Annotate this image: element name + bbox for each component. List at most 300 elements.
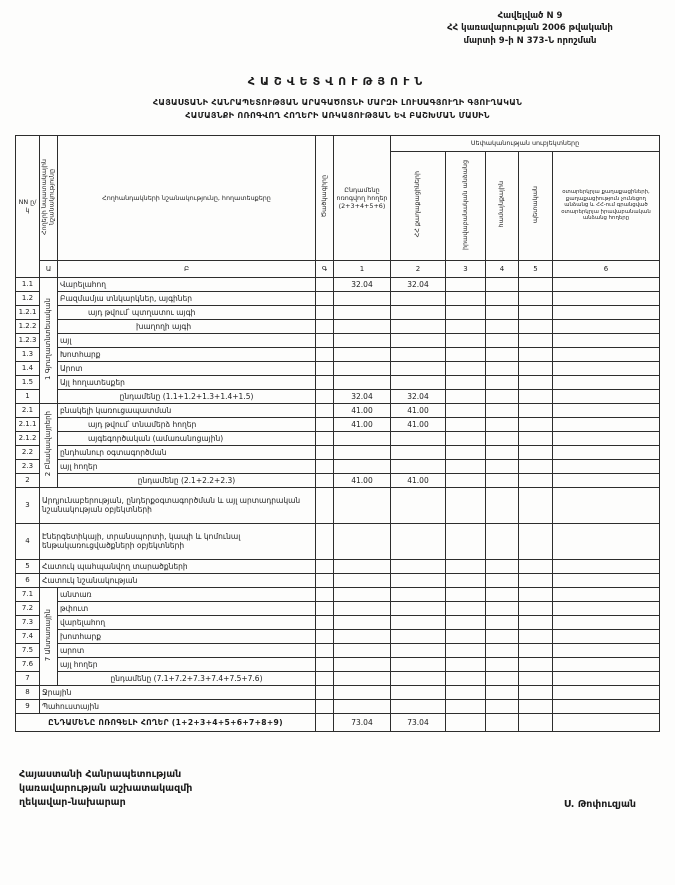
value-cell	[519, 657, 553, 671]
value-cell: 41.00	[391, 417, 446, 431]
value-cell	[446, 559, 486, 573]
value-cell	[553, 657, 660, 671]
col-header-landtype: Հողհանդակների նշանակությունը, հողատեսքերը	[58, 135, 316, 260]
row-label: խոտհարք	[58, 629, 316, 643]
report-subtitle-line1: ՀԱՅԱՍՏԱՆԻ ՀԱՆՐԱՊԵՏՈՒԹՅԱՆ ԱՐԱԳԱԾՈՏՆԻ ՄԱՐԶԻ ԼՈՒՍԱԳՅՈՒՂԻ ԳՅՈՒՂԱԿԱՆ	[152, 97, 523, 107]
value-cell	[553, 487, 660, 523]
code-cell	[316, 431, 334, 445]
value-cell	[334, 333, 391, 347]
table-row	[16, 361, 660, 375]
row-label: Արոտ	[58, 361, 316, 375]
value-cell	[334, 671, 391, 685]
value-cell	[553, 403, 660, 417]
row-number: 8	[16, 685, 40, 699]
value-cell	[334, 685, 391, 699]
value-cell	[519, 277, 553, 291]
value-cell	[446, 587, 486, 601]
land-category-text: 2 Բնակավայրերի	[44, 411, 53, 477]
irrigated-lands-table	[15, 135, 660, 732]
value-cell	[519, 319, 553, 333]
report-table-body	[16, 277, 660, 731]
value-cell	[391, 375, 446, 389]
value-cell	[446, 459, 486, 473]
value-cell	[446, 629, 486, 643]
col-header-state	[519, 151, 553, 260]
row-label: Արդյունաբերության, ընդերքօգտագործման և այլ արտադրական նշանակության օբյեկտների	[40, 487, 316, 523]
value-cell	[519, 671, 553, 685]
value-cell	[519, 587, 553, 601]
value-cell	[486, 375, 519, 389]
signatory-line: Հայաստանի Հանրապետության	[19, 768, 182, 780]
row-number: 7.6	[16, 657, 40, 671]
code-cell	[316, 291, 334, 305]
table-row	[16, 573, 660, 587]
value-cell	[553, 417, 660, 431]
table-row	[16, 699, 660, 713]
value-cell	[391, 291, 446, 305]
value-cell	[486, 347, 519, 361]
value-cell	[486, 685, 519, 699]
code-cell	[316, 573, 334, 587]
value-cell	[391, 523, 446, 559]
value-cell	[486, 473, 519, 487]
value-cell	[486, 333, 519, 347]
row-label: Պահուստային	[40, 699, 316, 713]
value-cell	[446, 601, 486, 615]
row-number: 1	[16, 389, 40, 403]
value-cell	[334, 523, 391, 559]
value-cell	[334, 319, 391, 333]
subtotal-row	[16, 389, 660, 403]
table-row	[16, 347, 660, 361]
value-cell	[553, 319, 660, 333]
value-cell: 41.00	[391, 473, 446, 487]
value-cell	[486, 615, 519, 629]
value-cell	[553, 389, 660, 403]
value-cell	[334, 305, 391, 319]
value-cell	[391, 431, 446, 445]
value-cell	[553, 305, 660, 319]
value-cell	[486, 445, 519, 459]
value-cell	[334, 559, 391, 573]
value-cell	[519, 389, 553, 403]
value-cell	[553, 601, 660, 615]
col-index: Ա	[40, 260, 58, 277]
table-row	[16, 643, 660, 657]
code-cell	[316, 361, 334, 375]
row-label: ընդհանուր օգտագործման	[58, 445, 316, 459]
value-cell	[334, 459, 391, 473]
code-cell	[316, 473, 334, 487]
value-cell	[553, 375, 660, 389]
value-cell	[334, 487, 391, 523]
value-cell	[391, 573, 446, 587]
value-cell	[519, 629, 553, 643]
value-cell	[486, 671, 519, 685]
value-cell	[553, 559, 660, 573]
col-header-legal-entities-label: իրավաբանական անձանց	[460, 159, 469, 250]
code-cell	[316, 277, 334, 291]
value-cell	[486, 713, 519, 731]
value-cell	[391, 587, 446, 601]
value-cell	[334, 699, 391, 713]
value-cell	[553, 523, 660, 559]
value-cell	[486, 601, 519, 615]
value-cell	[391, 615, 446, 629]
row-label: Այլ հողատեսքեր	[58, 375, 316, 389]
table-row	[16, 431, 660, 445]
row-number: 7.4	[16, 629, 40, 643]
row-number: 1.1	[16, 277, 40, 291]
value-cell	[519, 333, 553, 347]
row-number: 7.1	[16, 587, 40, 601]
value-cell	[486, 361, 519, 375]
value-cell	[553, 291, 660, 305]
value-cell	[334, 445, 391, 459]
value-cell	[391, 319, 446, 333]
value-cell	[519, 291, 553, 305]
value-cell	[446, 389, 486, 403]
value-cell	[519, 559, 553, 573]
row-number: 7.3	[16, 615, 40, 629]
value-cell	[519, 375, 553, 389]
land-category-text: 7 Անտառային	[44, 608, 53, 662]
code-cell	[316, 559, 334, 573]
code-cell	[316, 319, 334, 333]
appendix-line: Հավելված N 9	[497, 11, 563, 21]
col-index: 2	[391, 260, 446, 277]
value-cell	[519, 713, 553, 731]
value-cell	[446, 713, 486, 731]
code-cell	[316, 587, 334, 601]
value-cell	[486, 487, 519, 523]
row-number: 2.1	[16, 403, 40, 417]
value-cell	[446, 615, 486, 629]
grand-total-row	[16, 713, 660, 731]
col-header-purpose-label: Հողերի նպատակային նշանակությունը	[40, 158, 56, 235]
value-cell	[391, 657, 446, 671]
value-cell	[391, 459, 446, 473]
value-cell	[391, 643, 446, 657]
subtotal-row	[16, 671, 660, 685]
value-cell	[391, 671, 446, 685]
value-cell: 32.04	[391, 277, 446, 291]
value-cell	[446, 305, 486, 319]
report-subtitle-line2: ՀԱՄԱՅՆՔԻ ՈՌՈԳՎՈՂ ՀՈՂԵՐԻ ԱՌԿԱՅՈՒԹՅԱՆ ԵՎ ԲԱՇԽՄԱՆ ՄԱՍԻՆ	[185, 110, 490, 120]
code-cell	[316, 657, 334, 671]
value-cell	[334, 375, 391, 389]
col-index: Բ	[58, 260, 316, 277]
row-label: ընդամենը (1.1+1.2+1.3+1.4+1.5)	[58, 389, 316, 403]
appendix-line: ՀՀ կառավարության 2006 թվականի	[447, 23, 613, 34]
subtotal-row	[16, 473, 660, 487]
table-row	[16, 305, 660, 319]
value-cell	[486, 629, 519, 643]
value-cell	[553, 459, 660, 473]
col-index: 4	[486, 260, 519, 277]
row-number: 7.2	[16, 601, 40, 615]
table-row	[16, 319, 660, 333]
value-cell	[553, 361, 660, 375]
value-cell	[553, 629, 660, 643]
value-cell	[334, 361, 391, 375]
col-header-total: Ընդամենը ոռոգվող հողեր (2+3+4+5+6)	[334, 135, 391, 260]
row-number: 9	[16, 699, 40, 713]
value-cell	[519, 431, 553, 445]
value-cell	[391, 629, 446, 643]
row-number: 3	[16, 487, 40, 523]
value-cell	[486, 643, 519, 657]
row-label: Ջրային	[40, 685, 316, 699]
row-number: 6	[16, 573, 40, 587]
value-cell	[486, 657, 519, 671]
value-cell	[519, 459, 553, 473]
table-row	[16, 487, 660, 523]
code-cell	[316, 671, 334, 685]
row-label: անտառ	[58, 587, 316, 601]
row-number: 2.1.2	[16, 431, 40, 445]
row-number: 1.2.2	[16, 319, 40, 333]
value-cell	[446, 417, 486, 431]
value-cell	[446, 685, 486, 699]
value-cell	[486, 459, 519, 473]
land-category-label	[40, 403, 58, 487]
value-cell	[391, 699, 446, 713]
value-cell	[519, 523, 553, 559]
value-cell	[334, 587, 391, 601]
value-cell	[486, 699, 519, 713]
row-label: Հատուկ նշանակության	[40, 573, 316, 587]
value-cell	[446, 347, 486, 361]
value-cell	[446, 403, 486, 417]
col-header-community	[486, 151, 519, 260]
value-cell	[446, 671, 486, 685]
table-row	[16, 333, 660, 347]
row-label: Խոտհարք	[58, 347, 316, 361]
value-cell	[553, 445, 660, 459]
code-cell	[316, 333, 334, 347]
value-cell	[553, 699, 660, 713]
grand-total-label: ԸՆԴԱՄԵՆԸ ՈՌՈԳԵԼԻ ՀՈՂԵՐ (1+2+3+4+5+6+7+8+9)	[16, 713, 316, 731]
value-cell	[446, 333, 486, 347]
value-cell: 32.04	[391, 389, 446, 403]
value-cell	[391, 445, 446, 459]
code-cell	[316, 601, 334, 615]
value-cell	[446, 473, 486, 487]
report-title: ՀԱՇՎԵՏՎՈՒԹՅՈՒՆ	[247, 74, 428, 88]
value-cell	[334, 615, 391, 629]
code-cell	[316, 389, 334, 403]
value-cell	[553, 615, 660, 629]
value-cell	[553, 431, 660, 445]
row-label: վարելահող	[58, 615, 316, 629]
row-label: ընդամենը (2.1+2.2+2.3)	[58, 473, 316, 487]
code-cell	[316, 487, 334, 523]
value-cell	[446, 445, 486, 459]
value-cell	[446, 523, 486, 559]
value-cell	[553, 277, 660, 291]
value-cell	[391, 361, 446, 375]
value-cell	[486, 291, 519, 305]
table-row	[16, 417, 660, 431]
table-row	[16, 601, 660, 615]
table-row	[16, 375, 660, 389]
row-label: բնակելի կառուցապատման	[58, 403, 316, 417]
value-cell	[486, 403, 519, 417]
value-cell	[486, 559, 519, 573]
value-cell: 41.00	[334, 473, 391, 487]
row-number: 1.4	[16, 361, 40, 375]
code-cell	[316, 403, 334, 417]
value-cell	[334, 347, 391, 361]
code-cell	[316, 375, 334, 389]
value-cell	[446, 573, 486, 587]
value-cell	[334, 629, 391, 643]
value-cell	[519, 601, 553, 615]
signatory-position	[19, 768, 192, 811]
col-header-citizens-label: ՀՀ քաղաքացիների	[413, 171, 422, 238]
col-header-community-label: համայնքային	[497, 181, 506, 228]
value-cell	[446, 643, 486, 657]
table-row	[16, 291, 660, 305]
row-number: 1.2.3	[16, 333, 40, 347]
value-cell	[391, 333, 446, 347]
row-label: այլ	[58, 333, 316, 347]
value-cell	[391, 305, 446, 319]
row-label: արոտ	[58, 643, 316, 657]
value-cell	[446, 277, 486, 291]
value-cell	[519, 361, 553, 375]
value-cell	[553, 685, 660, 699]
value-cell	[553, 333, 660, 347]
signatory-line: ղեկավար-նախարար	[19, 797, 126, 809]
row-number: 5	[16, 559, 40, 573]
value-cell	[553, 643, 660, 657]
table-row	[16, 657, 660, 671]
value-cell	[519, 403, 553, 417]
code-cell	[316, 445, 334, 459]
row-number: 2.2	[16, 445, 40, 459]
table-row	[16, 559, 660, 573]
value-cell: 73.04	[334, 713, 391, 731]
code-cell	[316, 643, 334, 657]
row-number: 2.3	[16, 459, 40, 473]
col-header-nn: NN ը/կ	[16, 135, 40, 277]
value-cell	[486, 523, 519, 559]
row-label: Էներգետիկայի, տրանսպորտի, կապի և կոմունալ ենթակառուցվածքների օբյեկտների	[40, 523, 316, 559]
value-cell	[446, 375, 486, 389]
value-cell	[553, 713, 660, 731]
land-category-label	[40, 277, 58, 403]
table-row	[16, 587, 660, 601]
row-label: այդ թվում՝ պտղատու այգի	[58, 305, 316, 319]
col-header-purpose	[40, 135, 58, 260]
row-number: 1.3	[16, 347, 40, 361]
table-row	[16, 403, 660, 417]
value-cell	[486, 417, 519, 431]
signature-area	[15, 768, 660, 811]
row-number: 2	[16, 473, 40, 487]
value-cell	[553, 573, 660, 587]
value-cell	[519, 615, 553, 629]
value-cell	[334, 573, 391, 587]
value-cell	[391, 347, 446, 361]
code-cell	[316, 417, 334, 431]
value-cell	[519, 487, 553, 523]
value-cell	[334, 657, 391, 671]
value-cell	[553, 671, 660, 685]
value-cell	[446, 361, 486, 375]
value-cell	[446, 431, 486, 445]
row-label: ընդամենը (7.1+7.2+7.3+7.4+7.5+7.6)	[58, 671, 316, 685]
value-cell	[519, 417, 553, 431]
col-index: Գ	[316, 260, 334, 277]
value-cell	[446, 319, 486, 333]
row-number: 2.1.1	[16, 417, 40, 431]
code-cell	[316, 615, 334, 629]
row-label: խաղողի այգի	[58, 319, 316, 333]
row-number: 1.5	[16, 375, 40, 389]
code-cell	[316, 629, 334, 643]
code-cell	[316, 305, 334, 319]
signatory-line: կառավարության աշխատակազմի	[19, 782, 193, 794]
row-label: այլ հողեր	[58, 459, 316, 473]
signatory-name: Ս. Թոփուզյան	[563, 799, 636, 811]
value-cell	[486, 305, 519, 319]
value-cell	[519, 347, 553, 361]
table-row	[16, 459, 660, 473]
value-cell	[446, 657, 486, 671]
value-cell	[519, 445, 553, 459]
value-cell	[519, 699, 553, 713]
code-cell	[316, 459, 334, 473]
value-cell: 32.04	[334, 389, 391, 403]
value-cell	[334, 601, 391, 615]
value-cell	[519, 643, 553, 657]
appendix-line: մարտի 9-ի N 373-Ն որոշման	[463, 35, 597, 46]
value-cell	[334, 291, 391, 305]
table-row	[16, 685, 660, 699]
code-cell	[316, 347, 334, 361]
row-label: այդ թվում՝ տնամերձ հողեր	[58, 417, 316, 431]
value-cell: 41.00	[334, 403, 391, 417]
col-header-legal-entities	[446, 151, 486, 260]
row-number: 7	[16, 671, 40, 685]
row-label: այգեգործական (ամառանոցային)	[58, 431, 316, 445]
row-label: այլ հողեր	[58, 657, 316, 671]
value-cell	[334, 643, 391, 657]
value-cell	[446, 487, 486, 523]
value-cell	[486, 277, 519, 291]
value-cell	[334, 431, 391, 445]
value-cell	[391, 601, 446, 615]
row-number: 4	[16, 523, 40, 559]
value-cell	[391, 559, 446, 573]
value-cell	[553, 347, 660, 361]
row-label: Հատուկ պահպանվող տարածքների	[40, 559, 316, 573]
code-cell	[316, 699, 334, 713]
value-cell	[446, 699, 486, 713]
value-cell: 41.00	[391, 403, 446, 417]
appendix-note	[400, 10, 660, 47]
col-header-state-label: պետական	[530, 186, 539, 224]
row-label: Վարելահող	[58, 277, 316, 291]
table-row	[16, 277, 660, 291]
row-number: 1.2	[16, 291, 40, 305]
table-row	[16, 629, 660, 643]
value-cell	[519, 305, 553, 319]
col-header-citizens	[391, 151, 446, 260]
